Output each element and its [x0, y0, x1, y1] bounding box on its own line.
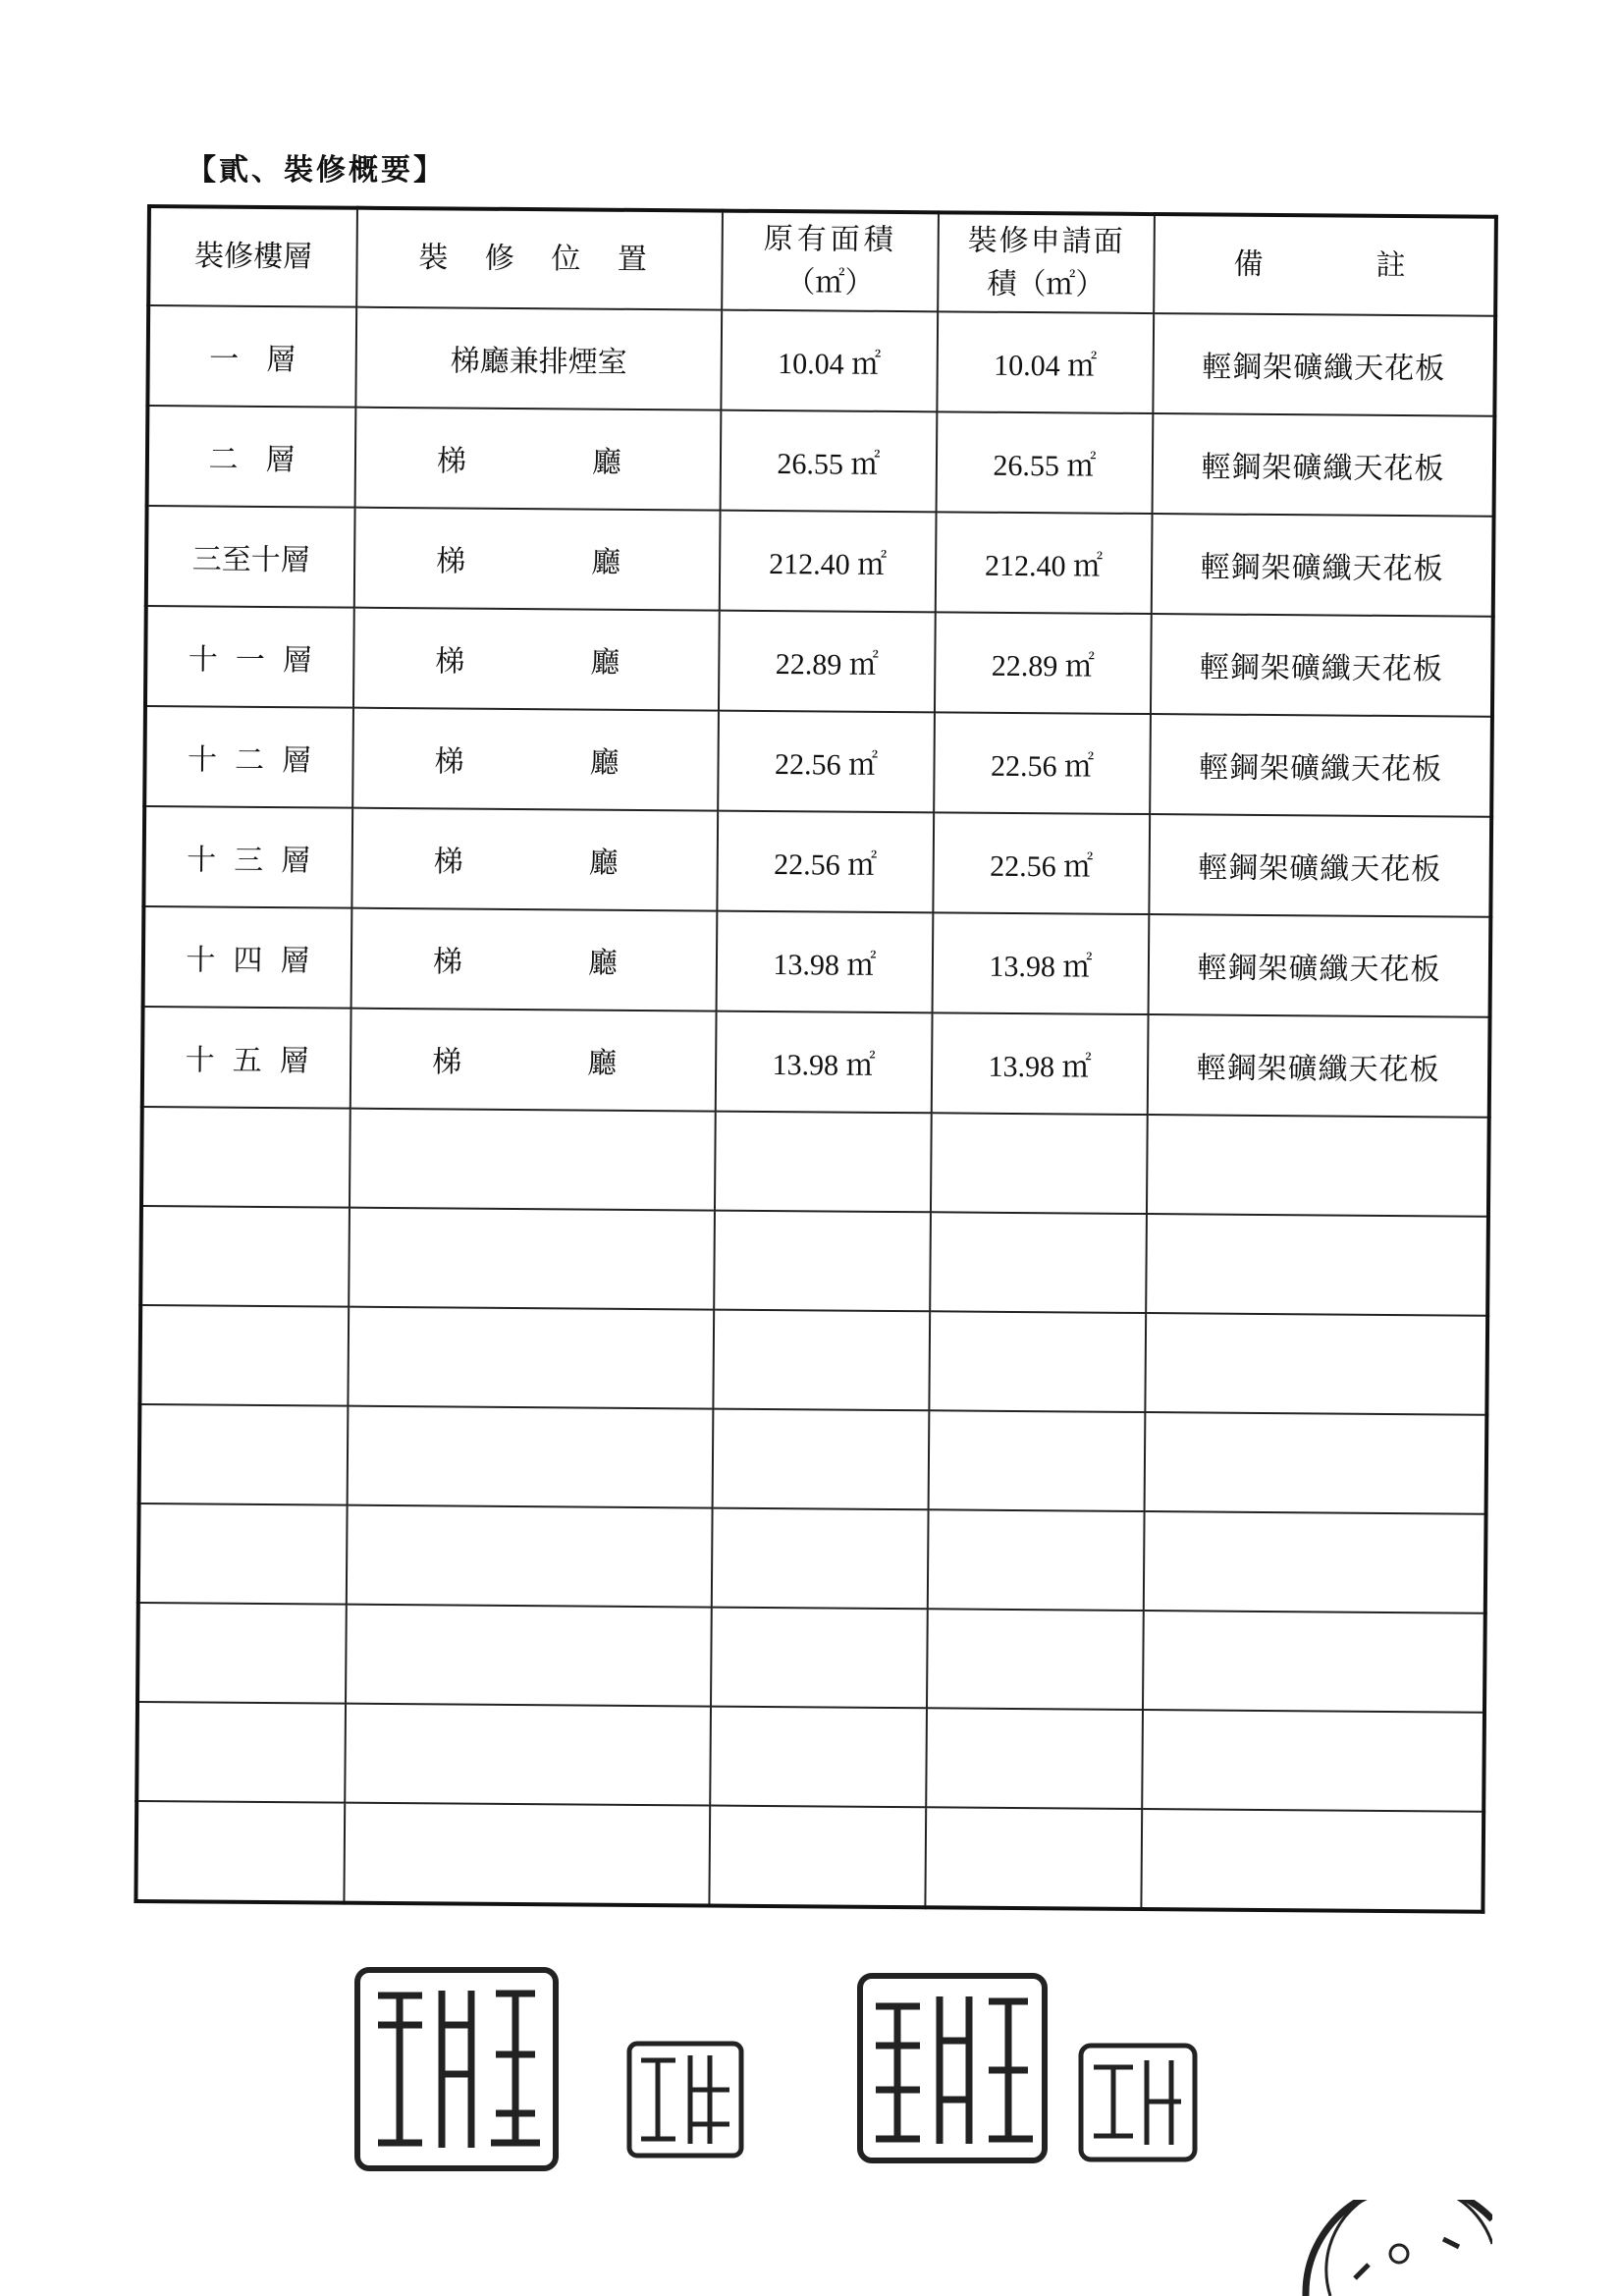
seal-stamp-2 — [626, 2041, 744, 2159]
cell-floor: 十四層 — [143, 906, 352, 1009]
cell-floor: 十五層 — [142, 1007, 351, 1109]
table-row — [145, 606, 1493, 717]
header-request-area-line2: 積（㎡） — [987, 266, 1106, 302]
cell-floor: 一層 — [147, 305, 356, 408]
cell-request-area: 212.40 ㎡ — [936, 512, 1153, 614]
cell-location: 梯 廳 — [354, 508, 721, 611]
blank-cell — [141, 1107, 351, 1208]
header-note — [1154, 214, 1496, 316]
cell-note: 輕鋼架礦纖天花板 — [1153, 313, 1495, 416]
blank-row — [138, 1503, 1486, 1613]
blank-cell — [713, 1310, 930, 1411]
table-row — [147, 305, 1495, 416]
cell-note: 輕鋼架礦纖天花板 — [1151, 614, 1493, 717]
blank-cell — [715, 1112, 932, 1213]
seal-stamp-1 — [353, 1966, 560, 2172]
table-row — [147, 406, 1495, 517]
blank-cell — [925, 1807, 1142, 1909]
cell-floor: 三至十層 — [146, 506, 355, 608]
cell-original-area: 22.56 ㎡ — [717, 811, 934, 913]
cell-note: 輕鋼架礦纖天花板 — [1149, 814, 1491, 917]
blank-cell — [136, 1702, 346, 1803]
seal-stamp-3 — [856, 1972, 1049, 2164]
blank-cell — [1145, 1313, 1487, 1415]
cell-original-area: 22.56 ㎡ — [718, 711, 935, 813]
cell-request-area: 26.55 ㎡ — [937, 411, 1154, 514]
cell-location: 梯廳兼排煙室 — [355, 307, 722, 410]
blank-cell — [929, 1311, 1146, 1412]
cell-floor: 十一層 — [145, 606, 354, 708]
header-original-area — [722, 211, 939, 312]
blank-cell — [345, 1704, 711, 1806]
blank-cell — [349, 1208, 715, 1310]
blank-row — [137, 1603, 1485, 1713]
blank-cell — [709, 1806, 926, 1908]
blank-cell — [137, 1603, 347, 1704]
cell-floor: 二層 — [147, 406, 356, 508]
cell-original-area: 13.98 ㎡ — [716, 1011, 933, 1114]
cell-location: 梯 廳 — [351, 908, 718, 1011]
blank-cell — [348, 1406, 714, 1508]
blank-cell — [710, 1707, 927, 1808]
cell-original-area: 13.98 ㎡ — [717, 911, 934, 1013]
cell-location: 梯 廳 — [355, 408, 722, 511]
blank-cell — [138, 1503, 348, 1605]
cell-request-area: 22.89 ㎡ — [935, 612, 1152, 714]
header-row — [148, 206, 1496, 316]
header-original-area-line2: （㎡） — [785, 265, 875, 301]
table-row — [146, 506, 1494, 617]
blank-cell — [347, 1505, 713, 1608]
cell-request-area: 13.98 ㎡ — [933, 912, 1150, 1014]
blank-row — [136, 1702, 1484, 1812]
header-location: 裝 修 位 置 — [356, 208, 723, 310]
cell-request-area: 22.56 ㎡ — [934, 712, 1151, 814]
table-body — [135, 305, 1495, 1912]
blank-cell — [714, 1211, 931, 1312]
blank-cell — [712, 1508, 929, 1610]
blank-cell — [713, 1409, 930, 1510]
cell-location: 梯 廳 — [351, 1009, 717, 1112]
blank-cell — [1145, 1412, 1487, 1514]
cell-note: 輕鋼架礦纖天花板 — [1148, 1014, 1490, 1118]
cell-request-area: 10.04 ㎡ — [937, 311, 1154, 413]
header-request-area — [938, 212, 1155, 313]
header-request-area-line1: 裝修申請面 — [967, 223, 1125, 259]
blank-row — [139, 1404, 1487, 1514]
blank-cell — [1146, 1214, 1488, 1316]
blank-cell — [928, 1509, 1145, 1611]
page-heading: 【貳、裝修概要】 — [187, 153, 446, 188]
blank-cell — [926, 1708, 1143, 1809]
blank-cell — [1142, 1710, 1484, 1812]
header-floor: 裝修樓層 — [148, 206, 357, 307]
header-note-a: 備 — [1233, 246, 1264, 282]
cell-original-area: 22.89 ㎡ — [719, 611, 936, 713]
cell-note: 輕鋼架礦纖天花板 — [1149, 914, 1491, 1017]
header-note-b: 註 — [1375, 247, 1406, 284]
blank-row — [141, 1107, 1489, 1217]
cell-note: 輕鋼架礦纖天花板 — [1153, 413, 1495, 517]
blank-cell — [348, 1307, 714, 1409]
blank-cell — [1147, 1115, 1489, 1217]
table-row — [143, 906, 1491, 1017]
renovation-summary-table — [134, 204, 1498, 1914]
blank-cell — [139, 1404, 349, 1505]
blank-row — [135, 1801, 1483, 1912]
cell-original-area: 212.40 ㎡ — [720, 511, 937, 613]
blank-cell — [711, 1608, 928, 1709]
summary-table-wrap — [134, 204, 1498, 1914]
cell-request-area: 13.98 ㎡ — [932, 1012, 1149, 1115]
blank-cell — [931, 1113, 1148, 1214]
cell-original-area: 10.04 ㎡ — [721, 310, 938, 412]
cell-location: 梯 廳 — [351, 808, 718, 911]
table-row — [143, 806, 1491, 917]
blank-cell — [929, 1410, 1146, 1511]
cell-request-area: 22.56 ㎡ — [933, 812, 1150, 914]
blank-cell — [135, 1801, 345, 1903]
cell-location: 梯 廳 — [353, 608, 720, 711]
blank-cell — [344, 1803, 710, 1906]
blank-row — [139, 1305, 1487, 1415]
blank-cell — [346, 1605, 712, 1707]
cell-floor: 十三層 — [143, 806, 352, 908]
cell-floor: 十二層 — [144, 706, 353, 808]
seal-stamp-4 — [1078, 2043, 1198, 2162]
blank-cell — [927, 1609, 1144, 1710]
cell-note: 輕鋼架礦纖天花板 — [1152, 514, 1494, 617]
cell-note: 輕鋼架礦纖天花板 — [1150, 714, 1492, 817]
cell-location: 梯 廳 — [352, 708, 719, 811]
table-row — [142, 1007, 1490, 1118]
blank-cell — [139, 1305, 349, 1406]
header-original-area-line1: 原有面積 — [763, 221, 897, 257]
cell-original-area: 26.55 ㎡ — [721, 410, 938, 513]
blank-row — [140, 1206, 1488, 1316]
seal-area — [0, 1954, 1618, 2296]
round-seal-partial — [1296, 2200, 1492, 2296]
blank-cell — [1144, 1511, 1486, 1613]
blank-cell — [930, 1212, 1147, 1313]
blank-cell — [140, 1206, 350, 1307]
blank-cell — [350, 1109, 716, 1211]
table-row — [144, 706, 1492, 817]
blank-cell — [1143, 1611, 1485, 1713]
blank-cell — [1141, 1809, 1483, 1912]
